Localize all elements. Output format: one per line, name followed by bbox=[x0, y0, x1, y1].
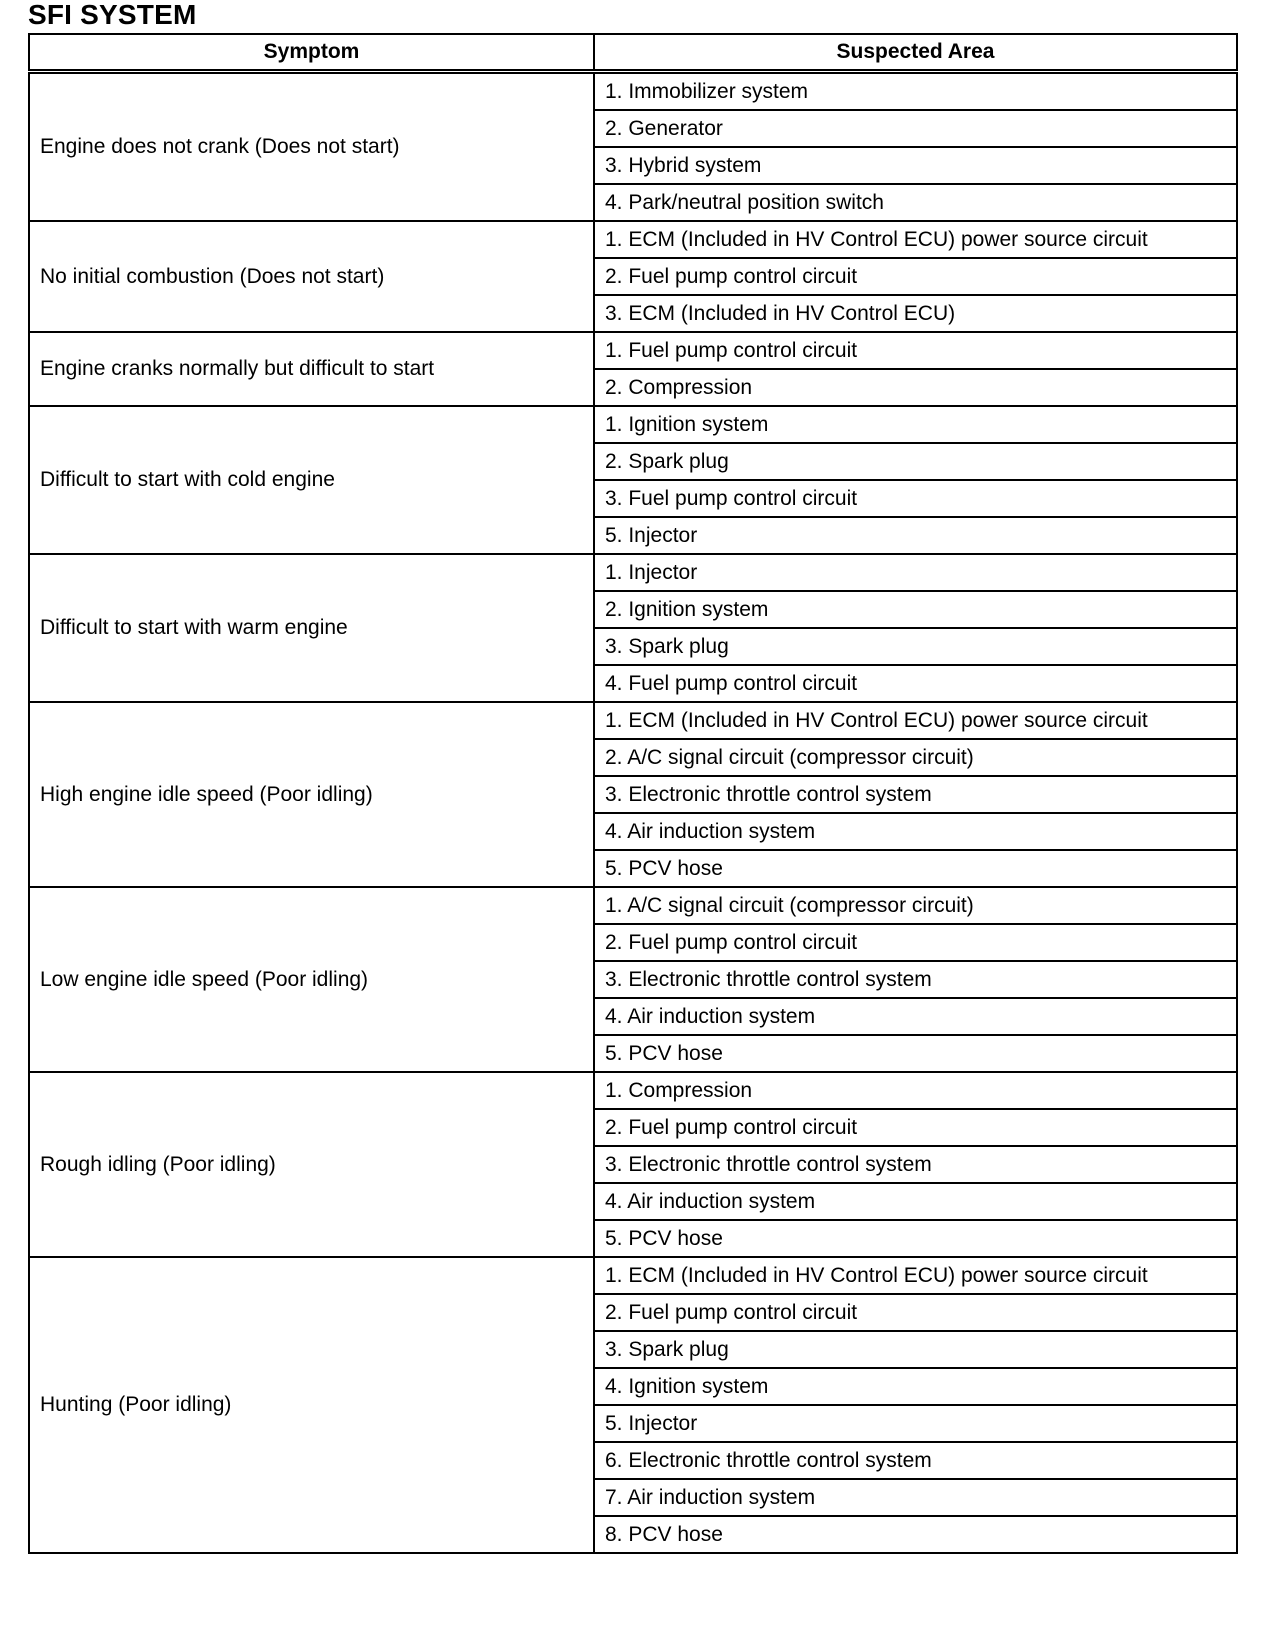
suspected-area-cell: 5. PCV hose bbox=[594, 850, 1237, 887]
symptom-cell: Engine cranks normally but difficult to start bbox=[29, 332, 594, 406]
suspected-area-cell: 3. Hybrid system bbox=[594, 147, 1237, 184]
suspected-area-cell: 6. Electronic throttle control system bbox=[594, 1442, 1237, 1479]
table-row bbox=[29, 332, 1237, 369]
suspected-area-cell: 3. Spark plug bbox=[594, 628, 1237, 665]
suspected-area-cell: 2. Generator bbox=[594, 110, 1237, 147]
table-header-row bbox=[29, 34, 1237, 72]
suspected-area-cell: 8. PCV hose bbox=[594, 1516, 1237, 1553]
table-row bbox=[29, 1072, 1237, 1109]
suspected-area-cell: 2. Fuel pump control circuit bbox=[594, 924, 1237, 961]
suspected-area-cell: 4. Air induction system bbox=[594, 1183, 1237, 1220]
suspected-area-cell: 1. ECM (Included in HV Control ECU) power source circuit bbox=[594, 221, 1237, 258]
suspected-area-cell: 3. ECM (Included in HV Control ECU) bbox=[594, 295, 1237, 332]
suspected-area-cell: 2. Fuel pump control circuit bbox=[594, 258, 1237, 295]
table-row bbox=[29, 221, 1237, 258]
table-row bbox=[29, 1257, 1237, 1294]
suspected-area-cell: 5. PCV hose bbox=[594, 1035, 1237, 1072]
suspected-area-cell: 3. Spark plug bbox=[594, 1331, 1237, 1368]
table-body bbox=[29, 72, 1237, 1554]
symptom-cell: Difficult to start with warm engine bbox=[29, 554, 594, 702]
symptom-cell: No initial combustion (Does not start) bbox=[29, 221, 594, 332]
symptom-cell: High engine idle speed (Poor idling) bbox=[29, 702, 594, 887]
suspected-area-cell: 1. ECM (Included in HV Control ECU) power source circuit bbox=[594, 702, 1237, 739]
suspected-area-cell: 4. Fuel pump control circuit bbox=[594, 665, 1237, 702]
suspected-area-cell: 1. A/C signal circuit (compressor circuit) bbox=[594, 887, 1237, 924]
suspected-area-cell: 5. PCV hose bbox=[594, 1220, 1237, 1257]
symptom-cell: Difficult to start with cold engine bbox=[29, 406, 594, 554]
suspected-area-cell: 4. Park/neutral position switch bbox=[594, 184, 1237, 221]
suspected-area-cell: 4. Air induction system bbox=[594, 998, 1237, 1035]
suspected-area-cell: 5. Injector bbox=[594, 1405, 1237, 1442]
suspected-area-cell: 3. Fuel pump control circuit bbox=[594, 480, 1237, 517]
symptom-column-header: Symptom bbox=[29, 34, 594, 72]
suspected-area-cell: 2. Ignition system bbox=[594, 591, 1237, 628]
suspected-area-cell: 3. Electronic throttle control system bbox=[594, 1146, 1237, 1183]
table-row bbox=[29, 72, 1237, 111]
symptom-cell: Rough idling (Poor idling) bbox=[29, 1072, 594, 1257]
table-row bbox=[29, 554, 1237, 591]
symptom-cell: Hunting (Poor idling) bbox=[29, 1257, 594, 1553]
symptom-cell: Low engine idle speed (Poor idling) bbox=[29, 887, 594, 1072]
page-title: SFI SYSTEM bbox=[28, 0, 197, 30]
suspected-area-cell: 1. ECM (Included in HV Control ECU) power source circuit bbox=[594, 1257, 1237, 1294]
suspected-area-cell: 7. Air induction system bbox=[594, 1479, 1237, 1516]
suspected-area-column-header: Suspected Area bbox=[594, 34, 1237, 72]
table-row bbox=[29, 887, 1237, 924]
symptom-cell: Engine does not crank (Does not start) bbox=[29, 72, 594, 222]
table-row bbox=[29, 702, 1237, 739]
suspected-area-cell: 2. Spark plug bbox=[594, 443, 1237, 480]
suspected-area-cell: 3. Electronic throttle control system bbox=[594, 961, 1237, 998]
suspected-area-cell: 1. Immobilizer system bbox=[594, 72, 1237, 111]
suspected-area-cell: 1. Fuel pump control circuit bbox=[594, 332, 1237, 369]
suspected-area-cell: 3. Electronic throttle control system bbox=[594, 776, 1237, 813]
suspected-area-cell: 2. Fuel pump control circuit bbox=[594, 1109, 1237, 1146]
suspected-area-cell: 2. Compression bbox=[594, 369, 1237, 406]
suspected-area-cell: 5. Injector bbox=[594, 517, 1237, 554]
suspected-area-cell: 2. Fuel pump control circuit bbox=[594, 1294, 1237, 1331]
symptom-table bbox=[28, 33, 1238, 1554]
suspected-area-cell: 1. Injector bbox=[594, 554, 1237, 591]
suspected-area-cell: 2. A/C signal circuit (compressor circuit) bbox=[594, 739, 1237, 776]
suspected-area-cell: 4. Air induction system bbox=[594, 813, 1237, 850]
suspected-area-cell: 4. Ignition system bbox=[594, 1368, 1237, 1405]
suspected-area-cell: 1. Ignition system bbox=[594, 406, 1237, 443]
suspected-area-cell: 1. Compression bbox=[594, 1072, 1237, 1109]
table-row bbox=[29, 406, 1237, 443]
